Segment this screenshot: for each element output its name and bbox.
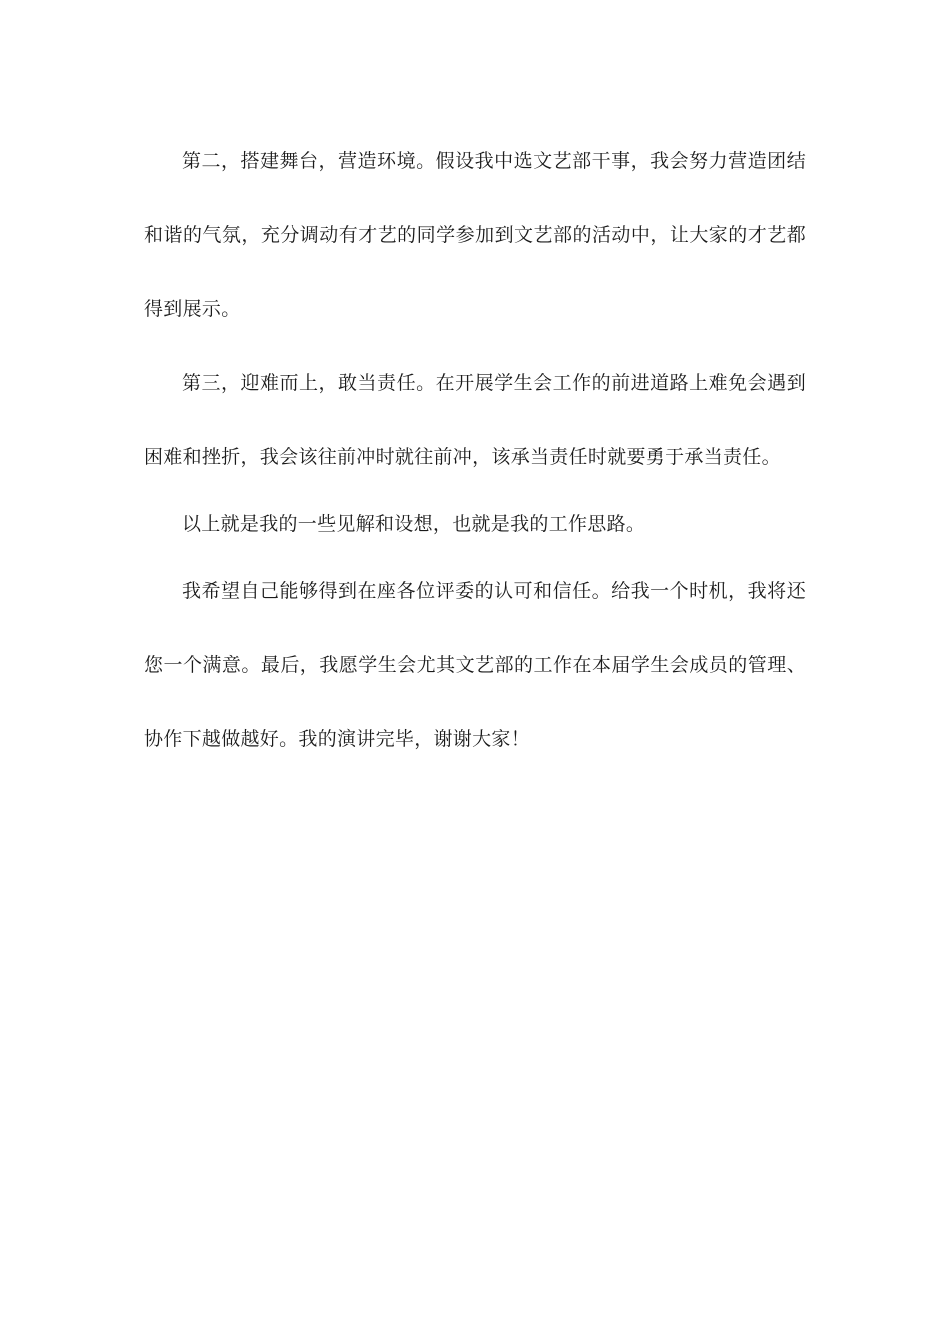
document-body xyxy=(144,124,806,776)
paragraph-closing: 我希望自己能够得到在座各位评委的认可和信任。给我一个时机，我将还您一个满意。最后，我愿学生会尤其文艺部的工作在本届学生会成员的管理、协作下越做越好。我的演讲完毕，谢谢大家！ xyxy=(144,580,806,750)
paragraph-summary: 以上就是我的一些见解和设想，也就是我的工作思路。 xyxy=(182,513,646,535)
paragraph-second-point: 第二，搭建舞台，营造环境。假设我中选文艺部干事，我会努力营造团结和谐的气氛，充分调动有才艺的同学参加到文艺部的活动中，让大家的才艺都得到展示。 xyxy=(144,150,806,320)
paragraph-third-point: 第三，迎难而上，敢当责任。在开展学生会工作的前进道路上难免会遇到困难和挫折，我会该往前冲时就往前冲，该承当责任时就要勇于承当责任。 xyxy=(144,372,806,468)
